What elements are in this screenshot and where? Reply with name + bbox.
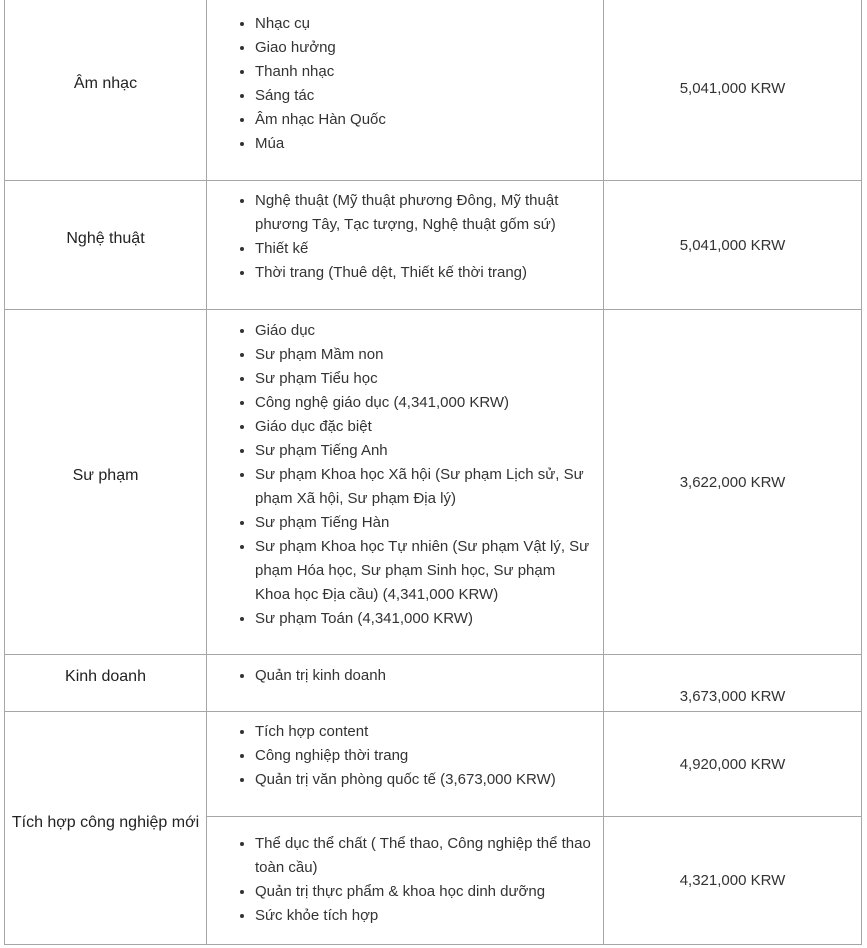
majors-list (207, 664, 603, 688)
fee-cell (604, 655, 862, 712)
field-cell (5, 0, 207, 181)
majors-cell (207, 310, 604, 655)
list-item: • Nhạc cụ (255, 12, 593, 36)
field-cell (5, 181, 207, 310)
list-item: • Quản trị thực phẩm & khoa học dinh dưỡng (255, 880, 593, 904)
majors-cell (207, 817, 604, 945)
list-item: • Công nghệ giáo dục (4,341,000 KRW) (255, 391, 593, 415)
list-item: • Công nghiệp thời trang (255, 744, 593, 768)
tuition-fee: 4,920,000 KRW (679, 755, 786, 773)
list-item: • Sư phạm Tiếng Hàn (255, 511, 593, 535)
field-cell (5, 310, 207, 655)
tuition-fee: 3,622,000 KRW (679, 473, 786, 491)
fee-cell (604, 712, 862, 817)
fee-cell (604, 310, 862, 655)
tuition-fee: 4,321,000 KRW (679, 872, 786, 889)
table-row (5, 181, 862, 310)
majors-list (207, 720, 603, 792)
list-item: • Sư phạm Toán (4,341,000 KRW) (255, 607, 593, 631)
field-cell (5, 655, 207, 712)
majors-list (207, 319, 603, 631)
list-item: • Âm nhạc Hàn Quốc (255, 108, 593, 132)
tuition-fee: 5,041,000 KRW (679, 80, 786, 97)
fee-cell (604, 0, 862, 181)
field-name: Âm nhạc (73, 74, 138, 92)
list-item: • Giáo dục đặc biệt (255, 415, 593, 439)
table-row (5, 0, 862, 181)
list-item: • Thể dục thể chất ( Thể thao, Công nghiệp thể thao toàn cầu) (255, 832, 593, 880)
majors-list (207, 12, 603, 156)
fee-cell (604, 181, 862, 310)
field-name: Kinh doanh (65, 668, 146, 685)
majors-list (207, 832, 603, 928)
list-item: • Tích hợp content (255, 720, 593, 744)
field-name: Tích hợp công nghiệp mới (11, 814, 200, 831)
field-name: Nghệ thuật (66, 230, 145, 247)
list-item: • Sức khỏe tích hợp (255, 904, 593, 928)
majors-cell (207, 712, 604, 817)
list-item: • Thiết kế (255, 237, 593, 261)
list-item: • Thanh nhạc (255, 60, 593, 84)
list-item: • Thời trang (Thuê dệt, Thiết kế thời trang) (255, 261, 593, 285)
list-item: • Quản trị kinh doanh (255, 664, 593, 688)
list-item: • Sư phạm Tiểu học (255, 367, 593, 391)
majors-cell (207, 0, 604, 181)
list-item: • Sư phạm Tiếng Anh (255, 439, 593, 463)
majors-cell (207, 655, 604, 712)
majors-cell (207, 181, 604, 310)
tuition-fee: 3,673,000 KRW (679, 687, 786, 705)
list-item: • Sư phạm Khoa học Tự nhiên (Sư phạm Vật lý, Sư phạm Hóa học, Sư phạm Sinh học, Sư phạm Khoa học Địa cầu) (4,341,000 KRW) (255, 535, 593, 607)
tuition-fee: 5,041,000 KRW (679, 236, 786, 254)
list-item: • Nghệ thuật (Mỹ thuật phương Đông, Mỹ thuật phương Tây, Tạc tượng, Nghệ thuật gốm sứ) (255, 189, 593, 237)
list-item: • Sáng tác (255, 84, 593, 108)
fee-cell (604, 817, 862, 945)
list-item: • Múa (255, 132, 593, 156)
list-item: • Giao hưởng (255, 36, 593, 60)
list-item: • Giáo dục (255, 319, 593, 343)
table-row (5, 655, 862, 712)
table-row (5, 712, 862, 817)
table-row (5, 310, 862, 655)
list-item: • Sư phạm Mầm non (255, 343, 593, 367)
list-item: • Quản trị văn phòng quốc tế (3,673,000 KRW) (255, 768, 593, 792)
tuition-table (4, 0, 862, 945)
field-cell (5, 712, 207, 945)
majors-list (207, 189, 603, 285)
field-name: Sư phạm (72, 467, 139, 484)
list-item: • Sư phạm Khoa học Xã hội (Sư phạm Lịch sử, Sư phạm Xã hội, Sư phạm Địa lý) (255, 463, 593, 511)
